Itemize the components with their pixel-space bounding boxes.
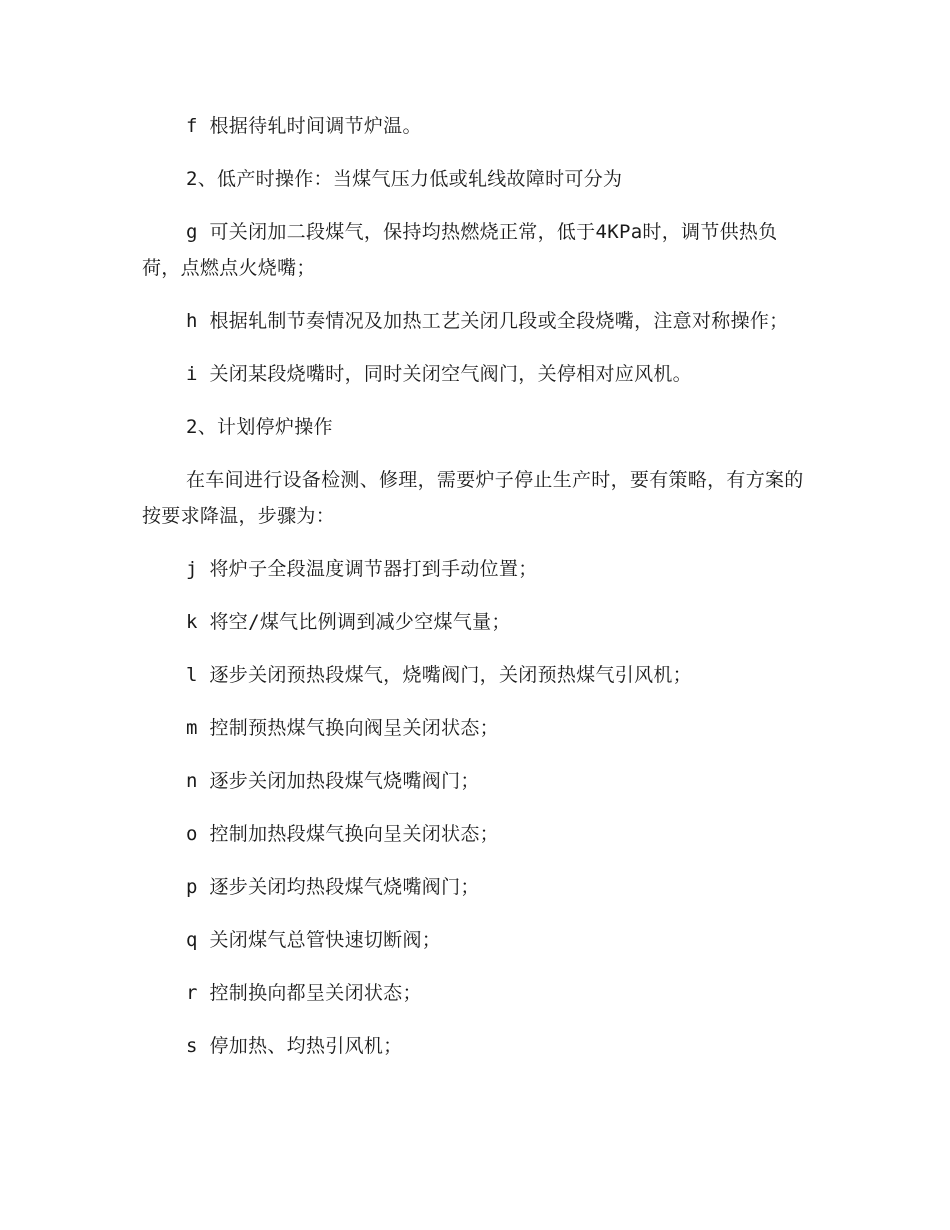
paragraph-j: j 将炉子全段温度调节器打到手动位置； <box>186 558 538 580</box>
paragraph-l: l 逐步关闭预热段煤气，烧嘴阀门，关闭预热煤气引风机； <box>186 664 692 686</box>
paragraph-i: i 关闭某段烧嘴时，同时关闭空气阀门，关停相对应风机。 <box>186 363 692 385</box>
paragraph-g: g 可关闭加二段煤气，保持均热燃烧正常，低于4KPa时，调节供热负荷，点燃点火烧嘴； <box>142 221 778 279</box>
paragraph-m: m 控制预热煤气换向阀呈关闭状态； <box>186 717 499 739</box>
paragraph-planned-shutdown-heading: 2、计划停炉操作 <box>186 416 333 438</box>
paragraph-shutdown-intro: 在车间进行设备检测、修理，需要炉子停止生产时，要有策略，有方案的按要求降温，步骤为： <box>142 469 804 527</box>
paragraph-r: r 控制换向都呈关闭状态； <box>186 982 422 1004</box>
paragraph-f: f 根据待轧时间调节炉温。 <box>186 115 422 137</box>
document-body <box>142 108 812 1081</box>
paragraph-low-output-heading: 2、低产时操作：当煤气压力低或轧线故障时可分为 <box>186 168 623 190</box>
paragraph-k: k 将空/煤气比例调到减少空煤气量； <box>186 611 511 633</box>
paragraph-n: n 逐步关闭加热段煤气烧嘴阀门； <box>186 770 480 792</box>
paragraph-h: h 根据轧制节奏情况及加热工艺关闭几段或全段烧嘴，注意对称操作； <box>186 310 789 332</box>
paragraph-p: p 逐步关闭均热段煤气烧嘴阀门； <box>186 876 480 898</box>
paragraph-q: q 关闭煤气总管快速切断阀； <box>186 929 442 951</box>
paragraph-s: s 停加热、均热引风机； <box>186 1035 403 1057</box>
paragraph-o: o 控制加热段煤气换向呈关闭状态； <box>186 823 499 845</box>
